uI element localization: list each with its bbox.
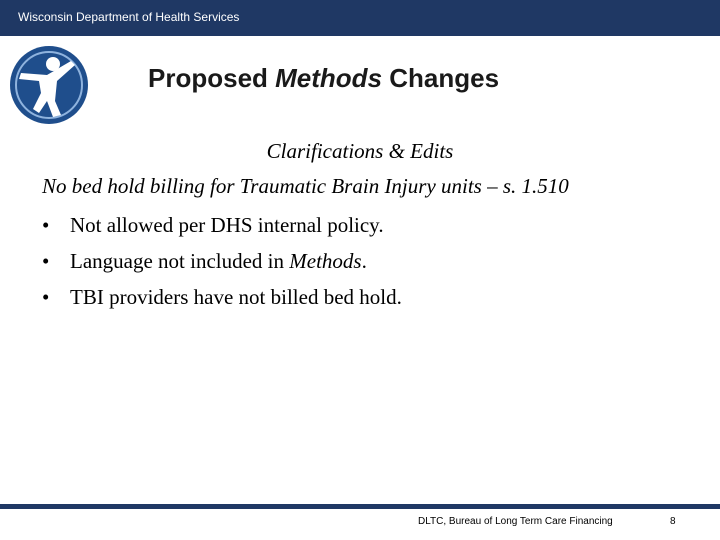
page-number: 8 bbox=[670, 516, 676, 527]
page-title bbox=[148, 63, 499, 94]
subtitle: Clarifications & Edits bbox=[266, 139, 454, 163]
title-part-2: Changes bbox=[382, 63, 500, 93]
footer-divider bbox=[0, 504, 720, 509]
bullet-text: Not allowed per DHS internal policy. bbox=[70, 213, 384, 237]
title-part-1: Proposed bbox=[148, 63, 276, 93]
bullet-text: TBI providers have not billed bed hold. bbox=[70, 285, 402, 309]
bullet-item bbox=[42, 207, 402, 243]
bullet-text-prefix: Language not included in bbox=[70, 249, 290, 273]
bullet-marker: • bbox=[42, 213, 50, 237]
footer-text: DLTC, Bureau of Long Term Care Financing bbox=[418, 516, 613, 527]
organization-name: Wisconsin Department of Health Services bbox=[18, 10, 240, 24]
dhs-person-logo-icon bbox=[9, 45, 89, 125]
bullet-marker: • bbox=[42, 249, 50, 273]
bullet-text-suffix: . bbox=[361, 249, 367, 273]
header-bar bbox=[0, 0, 720, 36]
bullet-marker: • bbox=[42, 285, 50, 309]
bullet-text-emphasis: Methods bbox=[289, 249, 362, 273]
bullet-item bbox=[42, 243, 402, 279]
bullet-item bbox=[42, 279, 402, 315]
lead-statement: No bed hold billing for Traumatic Brain Injury units – s. 1.510 bbox=[42, 174, 569, 198]
title-emphasis: Methods bbox=[275, 63, 383, 93]
bullet-list bbox=[42, 207, 402, 315]
